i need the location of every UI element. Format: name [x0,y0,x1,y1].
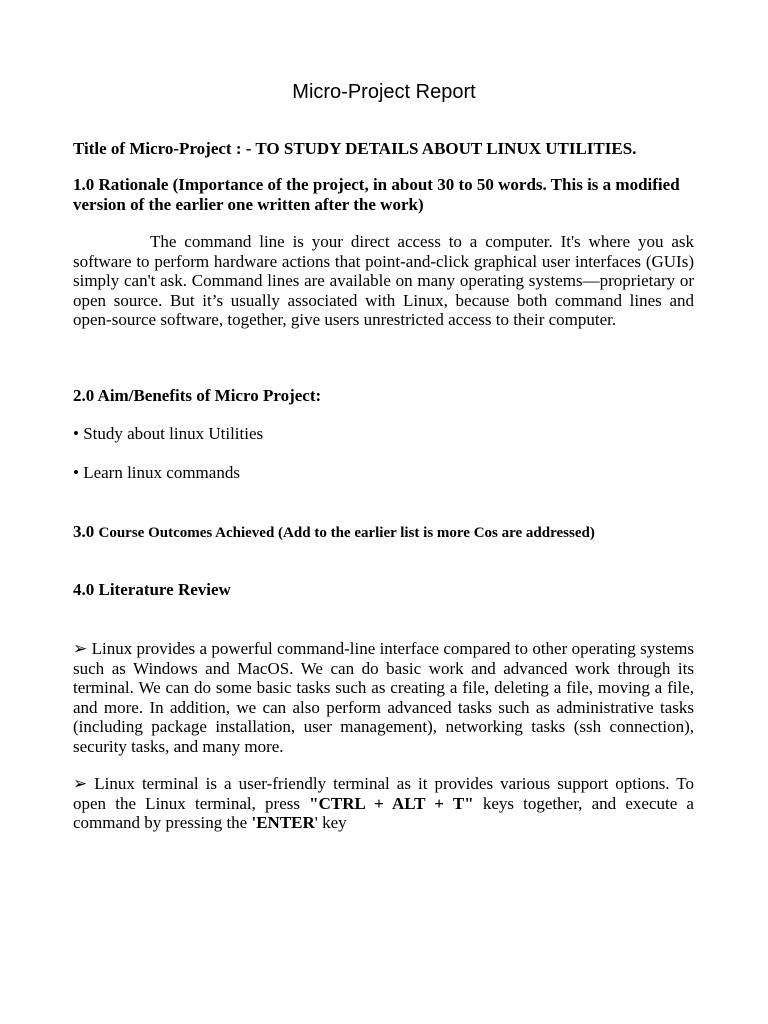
rationale-heading: 1.0 Rationale (Importance of the project, in about 30 to 50 words. This is a modified version of the earlier one written after the work) [73,175,680,214]
aim-heading: 2.0 Aim/Benefits of Micro Project: [73,386,322,405]
aim-item-1: • Study about linux Utilities [73,424,264,443]
literature-paragraph-2-end: key [317,813,347,833]
key-combo: "CTRL + ALT + T" [309,793,474,813]
rationale-text: The command line is your direct access to a computer. It's where you ask software to perform hardware actions that point-and-click graphical user interfaces (GUIs) simply can't ask. Command lines are available on many operating systems—proprietary or open source. But it’s usually associated with Linux, because both command lines and open-source software, together, give users unrestricted access to their computer. [73,232,694,330]
outcomes-heading [73,522,695,543]
enter-quote-close: ' [314,813,318,833]
report-title: Micro-Project Report [292,81,476,103]
literature-paragraph-1: ➢ Linux provides a powerful command-line interface compared to other operating systems such as Windows and MacOS. We can do basic work and advanced work through its terminal. We can do some basic tasks such as creating a file, deleting a file, moving a file, and more. In addition, we can also perform advanced tasks such as administrative tasks (including package installation, user management), networking tasks (ssh connection), security tasks, and many more. [73,639,694,756]
literature-paragraph-2-middle: keys together, and execute a command by pressing the [73,793,694,833]
enter-quote-open: ' [251,813,257,833]
outcomes-heading-number: 3.0 [73,522,95,541]
rationale-paragraph [73,232,694,330]
outcomes-heading-text: Course Outcomes Achieved (Add to the earlier list is more Cos are addressed) [98,525,595,541]
enter-key: ENTER [256,813,315,833]
literature-paragraph-2 [73,774,694,833]
literature-paragraph-2-start: ➢ Linux terminal is a user-friendly terminal as it provides various support options. To open the Linux terminal, press [73,774,694,813]
project-title: Title of Micro-Project : - TO STUDY DETAILS ABOUT LINUX UTILITIES. [73,139,637,158]
literature-heading: 4.0 Literature Review [73,580,231,599]
aim-item-2: • Learn linux commands [73,463,240,482]
